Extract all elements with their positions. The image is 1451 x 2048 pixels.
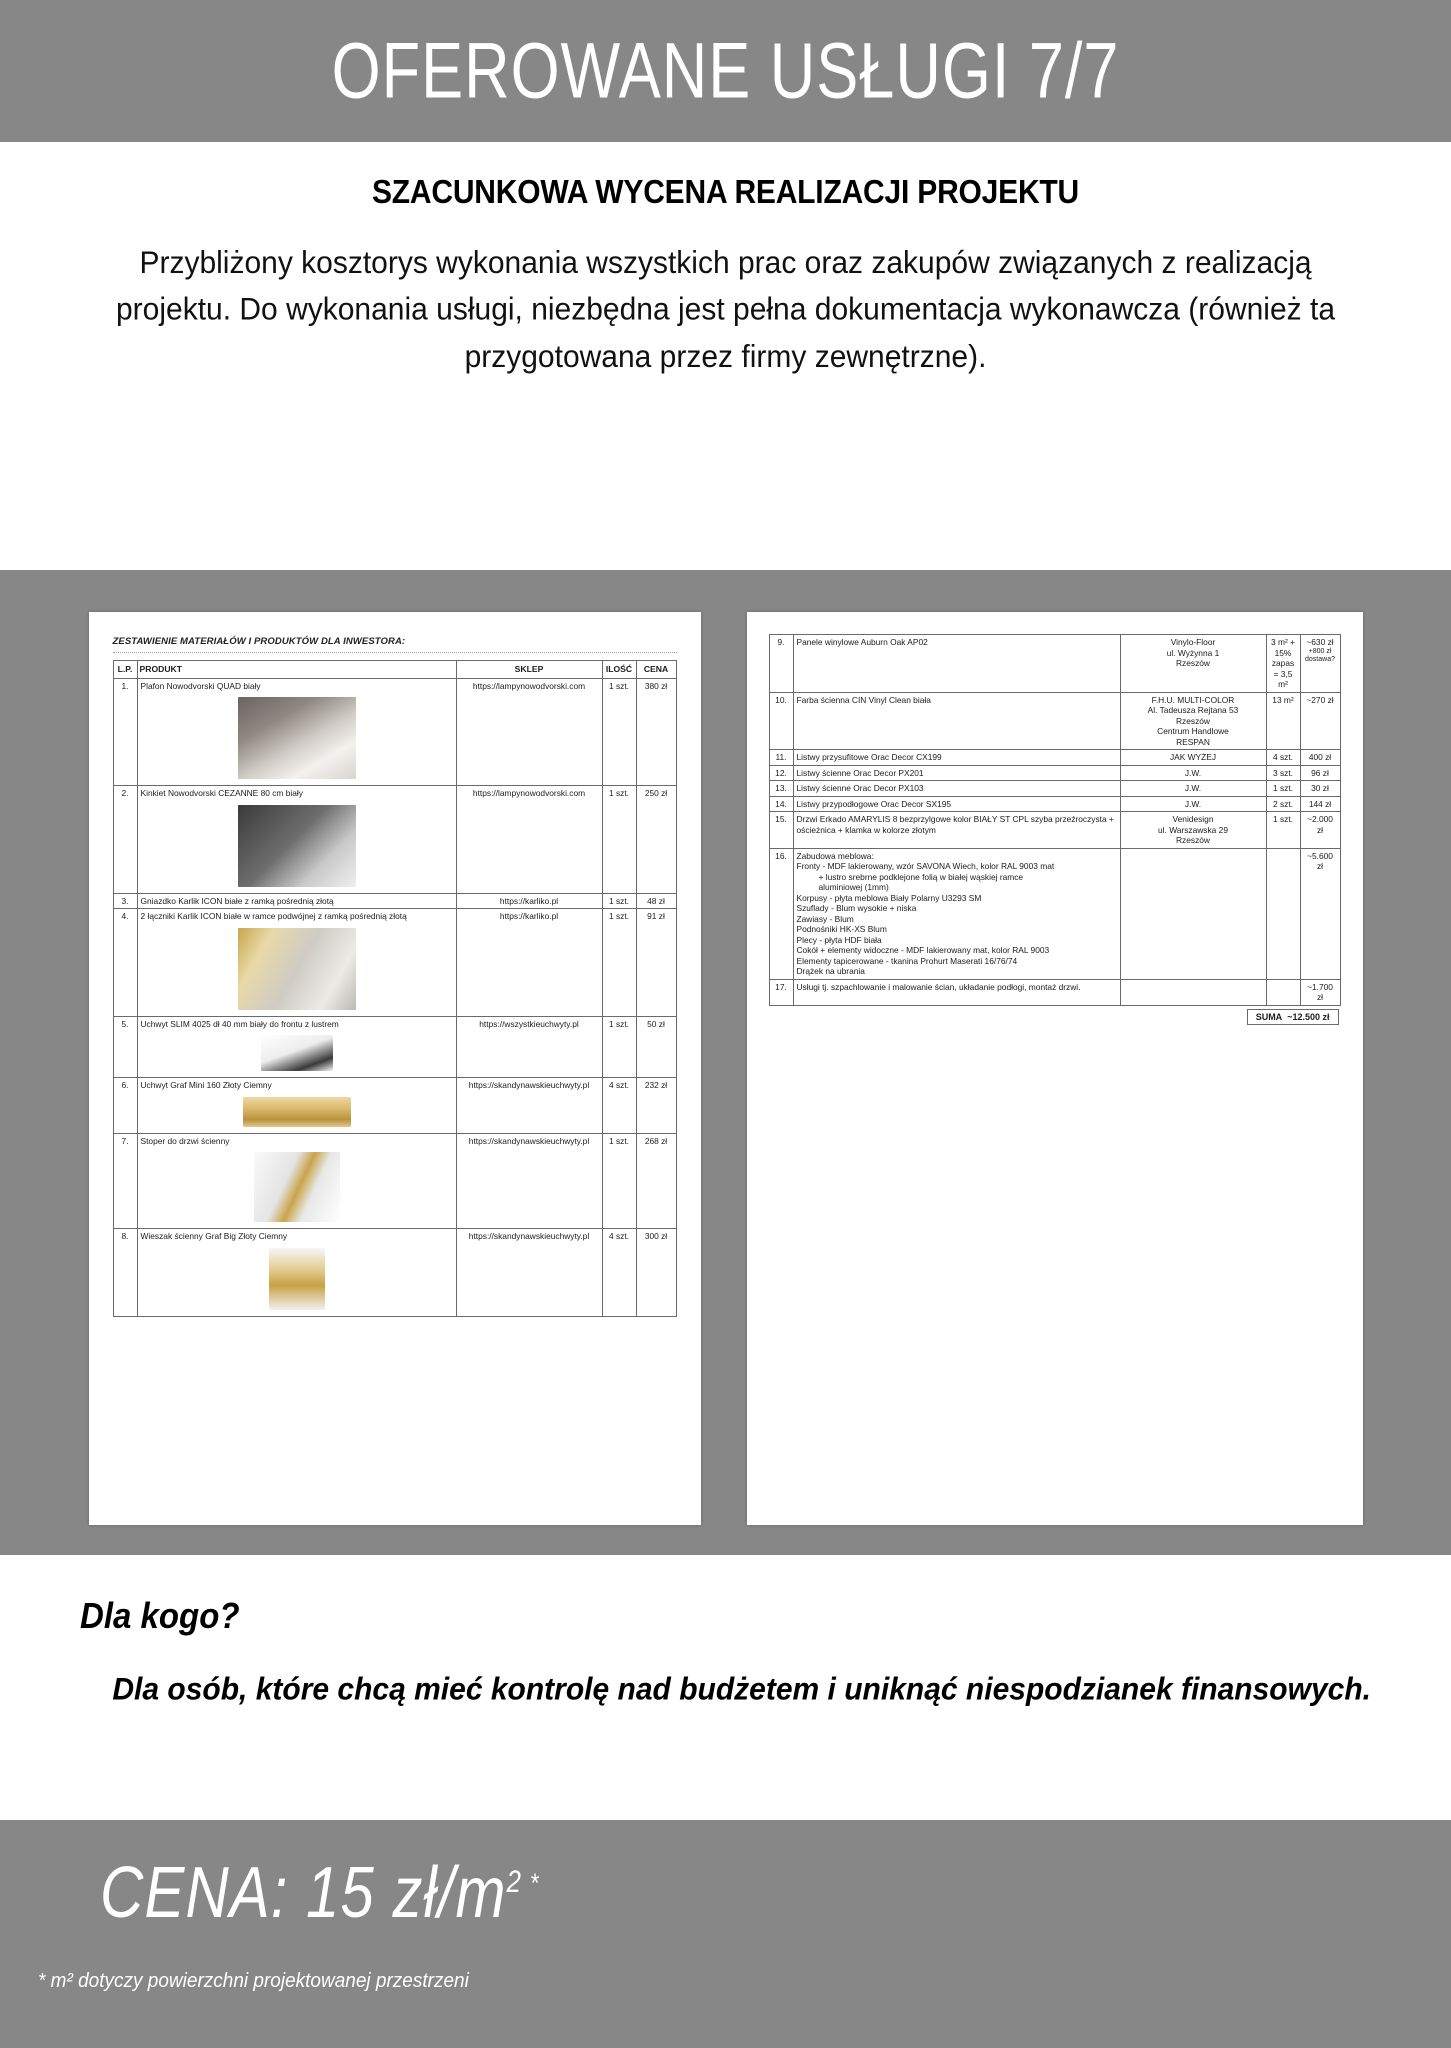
row-lp: 13. [769,781,793,797]
row-product [793,692,1120,750]
row-price [1300,635,1340,693]
table-row [769,692,1340,750]
row-product [137,1078,456,1134]
table-row [769,812,1340,849]
row-qty: 1 szt. [602,1133,636,1229]
row-shop [1120,812,1266,849]
row-price [1300,979,1340,1005]
row-qty: 1 szt. [1266,812,1300,849]
row-product [793,765,1120,781]
product-detail-line: Zawiasy - Blum [796,913,854,924]
product-name: Gniazdko Karlik ICON białe z ramką pośrednią złotą [140,895,334,906]
row-lp: 4. [113,909,137,1017]
price-value: 144 zł [1308,798,1332,809]
product-thumbnail [238,928,356,1010]
price-text: CENA: 15 zł/m [100,1852,507,1933]
row-lp: 11. [769,750,793,766]
row-lp: 3. [113,893,137,909]
row-qty: 1 szt. [602,909,636,1017]
price-value: ~2.000 zł [1307,814,1333,835]
row-shop: https://skandynawskieuchwyty.pl [456,1229,602,1317]
intro-section [0,142,1451,401]
row-shop: https://skandynawskieuchwyty.pl [456,1133,602,1229]
row-shop [1120,781,1266,797]
page-title: OFEROWANE USŁUGI 7/7 [331,27,1120,115]
row-lp: 14. [769,796,793,812]
product-name: Uchwyt Graf Mini 160 Złoty Ciemny [140,1080,272,1091]
table-row [769,635,1340,693]
row-price: 232 zł [636,1078,676,1134]
audience-section [0,1557,1451,1820]
price-line [100,1851,539,1934]
row-qty [1266,848,1300,979]
product-name: Uchwyt SLIM 4025 dł 40 mm biały do frontu z lustrem [140,1018,339,1029]
row-product [793,812,1120,849]
product-name: Kinkiet Nowodvorski CEZANNE 80 cm biały [140,788,303,799]
row-qty: 1 szt. [602,678,636,786]
product-thumbnail [269,1248,325,1310]
materials-table-left-body [113,678,676,1316]
product-name: Drzwi Erkado AMARYLIS 8 bezprzylgowe kolor BIAŁY ST CPL szyba przeźroczysta + ościeżnica + klamka w kolorze złotym [796,814,1114,835]
row-product [793,781,1120,797]
row-price [1300,765,1340,781]
row-shop [1120,692,1266,750]
row-product [137,1016,456,1078]
row-shop: https://lampynowodvorski.com [456,678,602,786]
row-qty: 1 szt. [602,893,636,909]
materials-table-right [769,634,1341,1006]
product-name: Farba ścienna CIN Vinyl Clean biała [796,694,931,705]
row-product [137,909,456,1017]
table-row [769,796,1340,812]
product-detail-line: aluminiowej (1mm) [818,882,889,892]
row-shop [1120,979,1266,1005]
row-qty: 4 szt. [602,1078,636,1134]
table-row [769,848,1340,979]
product-detail-line: Cokół + elementy widoczne - MDF lakierowany mat, kolor RAL 9003 [796,945,1050,955]
footer-band [0,1820,1451,2048]
row-lp: 8. [113,1229,137,1317]
row-product [137,678,456,786]
row-price [1300,848,1340,979]
audience-paragraph: Dla osób, które chcą mieć kontrolę nad budżetem i uniknąć niespodzianek finansowych. [112,1671,1371,1707]
product-thumbnail [261,1035,333,1071]
dotted-divider [113,652,677,653]
table-row [113,1078,676,1134]
shop-line: Rzeszów [1176,835,1210,845]
table-row [113,786,676,894]
sum-box [1247,1009,1339,1025]
price-value: 30 zł [1311,783,1329,793]
product-detail-line: Plecy - płyta HDF biała [796,934,882,945]
table-row [113,893,676,909]
product-thumbnail [238,697,356,779]
col-ilosc: ILOŚĆ [602,661,636,679]
row-lp: 7. [113,1133,137,1229]
product-name: Panele winylowe Auburn Oak AP02 [796,637,928,647]
row-lp: 5. [113,1016,137,1078]
product-detail-line: Drążek na ubrania [796,966,865,976]
row-shop: https://wszystkieuchwyty.pl [456,1016,602,1078]
price-note: +800 zł dostawa? [1305,647,1335,664]
document-page-left [89,612,701,1525]
row-shop [1120,848,1266,979]
row-price: 300 zł [636,1229,676,1317]
row-price: 268 zł [636,1133,676,1229]
audience-heading: Dla kogo? [80,1595,240,1636]
row-shop: https://karliko.pl [456,909,602,1017]
row-price: 250 zł [636,786,676,894]
left-sheet-heading: ZESTAWIENIE MATERIAŁÓW I PRODUKTÓW DLA INWESTORA: [112,636,406,647]
price-value: ~5.600 zł [1307,850,1333,871]
row-shop [1120,750,1266,766]
row-lp: 12. [769,765,793,781]
product-thumbnail [254,1152,340,1222]
product-name: 2 łączniki Karlik ICON białe w ramce podwójnej z ramką pośrednią złotą [140,911,407,922]
shop-line: J.W. [1184,783,1202,793]
shop-line: Centrum Handlowe [1157,726,1229,736]
row-product [137,1229,456,1317]
materials-table-right-body [769,635,1340,1006]
row-product [793,796,1120,812]
row-qty: 1 szt. [1266,781,1300,797]
product-name: Listwy ścienne Orac Decor PX201 [796,767,924,778]
row-price [1300,692,1340,750]
shop-line: Vinylo-Floor [1170,637,1216,647]
table-row [113,1016,676,1078]
price-value: 96 zł [1311,767,1329,778]
sum-row [769,1006,1341,1025]
shop-line: J.W. [1184,767,1202,778]
table-row [113,678,676,786]
row-shop: https://skandynawskieuchwyty.pl [456,1078,602,1134]
row-price: 50 zł [636,1016,676,1078]
price-asterisk: * [529,1867,540,1898]
product-detail-line: + lustro srebrne podklejone folią w białej wąskiej ramce [818,871,1024,882]
row-price [1300,812,1340,849]
row-shop: https://lampynowodvorski.com [456,786,602,894]
product-thumbnail [238,805,356,887]
product-name: Listwy przysufitowe Orac Decor CX199 [796,752,942,762]
row-product [793,635,1120,693]
row-qty: 2 szt. [1266,796,1300,812]
table-row [769,979,1340,1005]
page-header-band [0,0,1451,142]
row-qty: 1 szt. [602,1016,636,1078]
product-detail-line: Korpusy - płyta meblowa Biały Polarny U3293 SM [796,892,982,903]
row-product [793,979,1120,1005]
row-qty: 3 m² + 15% zapas = 3,5 m² [1266,635,1300,693]
row-price [1300,796,1340,812]
row-qty: 4 szt. [1266,750,1300,766]
product-detail-line: Szuflady - Blum wysokie + niska [796,903,917,913]
product-name: Listwy ścienne Orac Decor PX103 [796,783,924,793]
product-name: Listwy przypodłogowe Orac Decor SX195 [796,798,952,809]
row-price [1300,750,1340,766]
row-shop: https://karliko.pl [456,893,602,909]
price-value: ~630 zł [1306,637,1334,647]
sum-label: SUMA [1255,1011,1283,1022]
intro-heading: SZACUNKOWA WYCENA REALIZACJI PROJEKTU [371,173,1080,211]
col-cena: CENA [636,661,676,679]
row-product [793,750,1120,766]
sum-value: ~12.500 zł [1287,1011,1330,1022]
product-detail-line: Podnośniki HK-XS Blum [796,924,887,934]
col-lp: L.P. [113,661,137,679]
row-qty: 13 m² [1266,692,1300,750]
row-lp: 1. [113,678,137,786]
documents-band [0,570,1451,1555]
shop-line: Rzeszów [1176,715,1210,726]
row-qty: 3 szt. [1266,765,1300,781]
price-footnote: * m² dotyczy powierzchni projektowanej przestrzeni [38,1970,469,1993]
row-shop [1120,796,1266,812]
product-name: Wieszak ścienny Graf Big Złoty Ciemny [140,1231,288,1242]
shop-line: Rzeszów [1176,658,1210,668]
product-name: Usługi tj. szpachlowanie i malowanie ścian, układanie podłogi, montaż drzwi. [796,981,1081,992]
row-product [137,893,456,909]
shop-line: JAK WYŻEJ [1169,752,1217,762]
product-detail-line: Fronty - MDF lakierowany, wzór SAVONA Wiech, kolor RAL 9003 mat [796,861,1055,871]
row-lp: 15. [769,812,793,849]
price-value: 400 zł [1308,752,1332,762]
row-price [1300,781,1340,797]
col-produkt: PRODUKT [137,661,456,679]
row-lp: 17. [769,979,793,1005]
table-row [769,750,1340,766]
row-qty [1266,979,1300,1005]
shop-line: ul. Warszawska 29 [1158,824,1228,835]
table-header-row [113,661,676,679]
row-qty: 1 szt. [602,786,636,894]
price-value: ~1.700 zł [1307,981,1333,1002]
product-name: Stoper do drzwi ścienny [140,1135,230,1146]
row-price: 91 zł [636,909,676,1017]
row-qty: 4 szt. [602,1229,636,1317]
intro-paragraph: Przybliżony kosztorys wykonania wszystkich prac oraz zakupów związanych z realizacją projektu. Do wykonania usługi, niezbędna jest pełna dokumentacja wykonawcza (również ta przygotowana przez firmy zewnętrzne). [115,245,1335,375]
shop-line: RESPAN [1176,736,1210,747]
shop-line: ul. Wyżynna 1 [1166,647,1220,658]
document-page-right [747,612,1363,1525]
row-lp: 2. [113,786,137,894]
row-lp: 9. [769,635,793,693]
table-row [769,765,1340,781]
row-lp: 6. [113,1078,137,1134]
row-product [137,1133,456,1229]
table-row [769,781,1340,797]
row-shop [1120,635,1266,693]
row-price: 48 zł [636,893,676,909]
row-lp: 10. [769,692,793,750]
row-product [137,786,456,894]
materials-table-left [113,660,677,1317]
shop-line: J.W. [1184,798,1202,809]
price-value: ~270 zł [1306,694,1334,705]
table-row [113,1133,676,1229]
shop-line: Al. Tadeusza Rejtana 53 [1147,705,1239,715]
product-name: Plafon Nowodvorski QUAD biały [140,680,261,691]
product-thumbnail [243,1097,351,1127]
row-shop [1120,765,1266,781]
price-exponent: 2 [506,1863,522,1900]
product-name: Zabudowa meblowa: [796,850,874,861]
row-lp: 16. [769,848,793,979]
table-row [113,1229,676,1317]
col-sklep: SKLEP [456,661,602,679]
product-detail-line: Elementy tapicerowane - tkanina Prohurt Maserati 16/76/74 [796,955,1018,966]
shop-line: Venidesign [1172,814,1214,824]
shop-line: F.H.U. MULTI-COLOR [1151,694,1235,705]
row-price: 380 zł [636,678,676,786]
table-row [113,909,676,1017]
row-product [793,848,1120,979]
